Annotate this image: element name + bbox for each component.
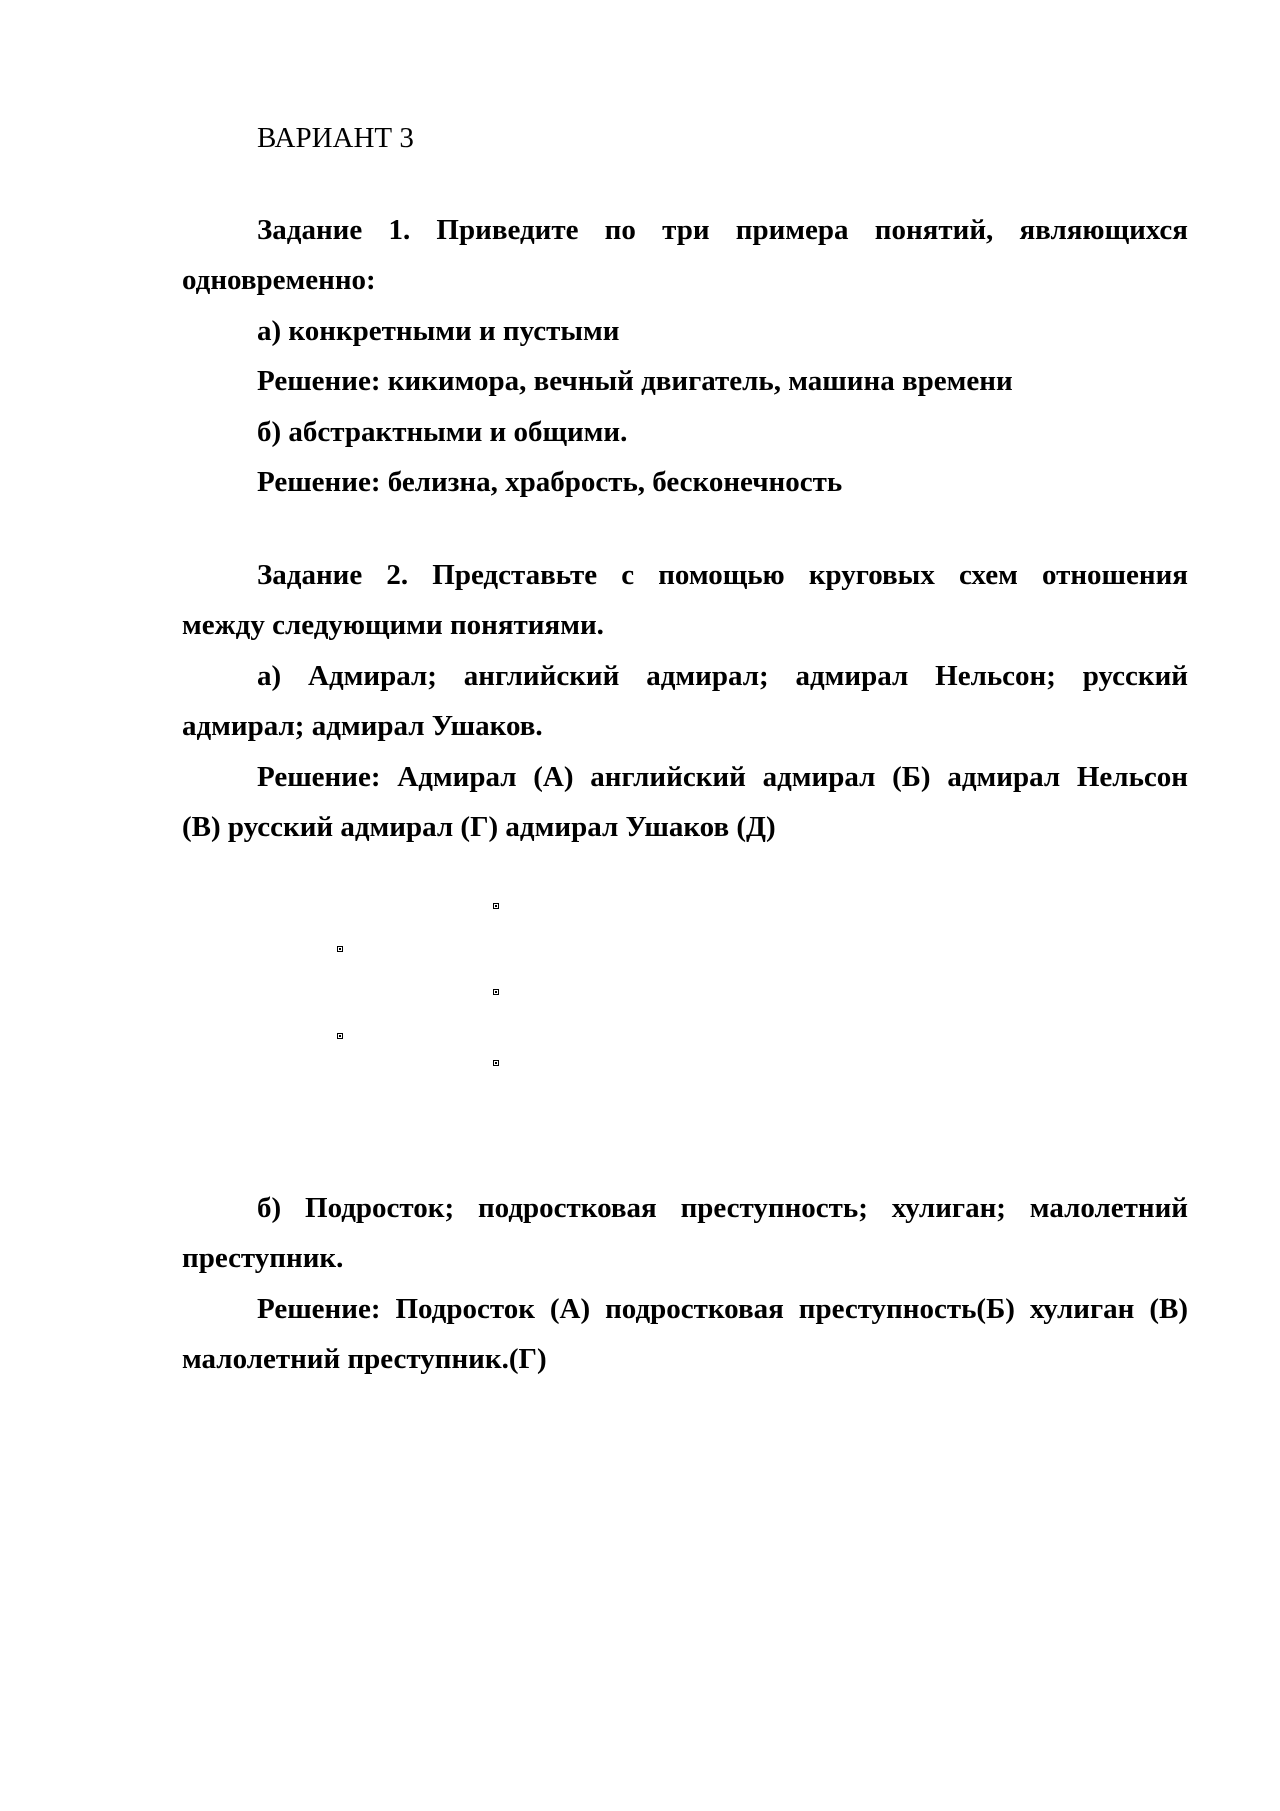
task1-heading-line1: Задание 1. Приведите по три примера понятий, являющихся [257,214,1188,246]
task1-heading-line2: одновременно: [182,264,376,296]
task1-item-a-solution: Решение: кикимора, вечный двигатель, машина времени [257,365,1013,397]
task2-item-b-line2: преступник. [182,1242,344,1274]
task2-item-a-solution-line1: Решение: Адмирал (А) английский адмирал (Б) адмирал Нельсон [257,761,1188,793]
diagram-anchor-handle [337,946,343,952]
variant-title: ВАРИАНТ 3 [257,122,414,154]
task2-item-a-line1: а) Адмирал; английский адмирал; адмирал Нельсон; русский [257,660,1188,692]
task2-item-b-solution-line1: Решение: Подросток (А) подростковая преступность(Б) хулиган (В) [257,1293,1188,1325]
task1-item-a: а) конкретными и пустыми [257,315,620,347]
task2-item-b-line1: б) Подросток; подростковая преступность; хулиган; малолетний [257,1192,1188,1224]
diagram-anchor-handle [337,1033,343,1039]
task2-item-b-solution-line2: малолетний преступник.(Г) [182,1343,547,1375]
task2-item-a-solution-line2: (В) русский адмирал (Г) адмирал Ушаков (Д) [182,811,776,843]
diagram-anchor-handle [493,1060,499,1066]
diagram-anchor-handle [493,989,499,995]
diagram-anchor-handle [493,903,499,909]
task2-item-a-line2: адмирал; адмирал Ушаков. [182,710,543,742]
task2-heading-line1: Задание 2. Представьте с помощью круговых схем отношения [257,559,1188,591]
task1-item-b-solution: Решение: белизна, храбрость, бесконечность [257,466,843,498]
task1-item-b: б) абстрактными и общими. [257,416,628,448]
task2-heading-line2: между следующими понятиями. [182,609,604,641]
